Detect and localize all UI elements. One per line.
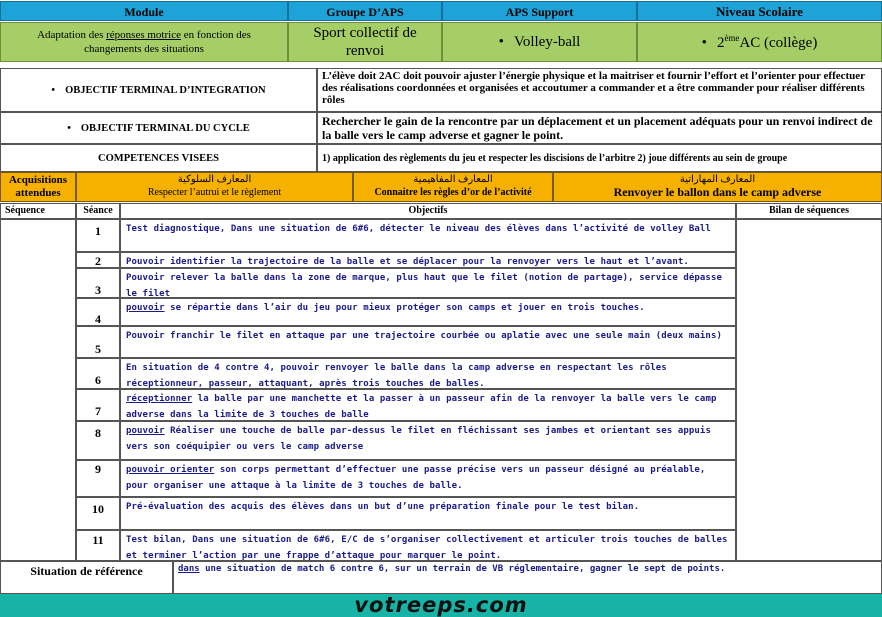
reference-label: Situation de référence [0, 561, 173, 594]
footer-banner [0, 594, 882, 617]
sequence-column [0, 219, 76, 561]
niveau-header: Niveau Scolaire [637, 1, 882, 21]
objectifs-header: Objectifs [120, 203, 736, 219]
session-number: 6 [76, 358, 120, 389]
session-number: 4 [76, 298, 120, 326]
aps-value-text: • Volley-ball [499, 34, 581, 51]
col3-french: Renvoyer le ballon dans le camp adverse [613, 185, 822, 199]
aps-value [442, 22, 637, 62]
niveau-value: • 2èmeAC (collège) [637, 22, 882, 62]
session-objective-text: Pouvoir franchir le filet en attaque par une trajectoire courbée ou aplatie avec une seule main (deux mains) [126, 331, 722, 341]
session-objective-text: se répartie dans l’air du jeu pour mieux protéger son camps et jouer en trois touches. [164, 303, 645, 313]
session-objective [120, 389, 736, 421]
acquisitions-col2 [353, 172, 553, 202]
session-objective-lead: pouvoir [126, 303, 165, 313]
cycle-label: • OBJECTIF TERMINAL DU CYCLE [0, 112, 317, 144]
watermark-text: votreeps.com [354, 593, 528, 617]
session-objective-text: Pouvoir identifier la trajectoire de la balle et se déplacer pour la renvoyer vers le haut et l’avant. [126, 257, 689, 267]
bilan-column [736, 219, 882, 561]
integration-label: • OBJECTIF TERMINAL D’INTEGRATION [0, 68, 317, 112]
session-objective [120, 219, 736, 252]
session-objective-text: Test bilan, Dans une situation de 6#6, E/C de s’organiser collectivement et articuler trois touches de balles et terminer l’action par une frappe d’attaque pour marquer le point. [126, 535, 728, 561]
module-header: Module [0, 1, 288, 21]
integration-text: L’élève doit 2AC doit pouvoir ajuster l’énergie physique et la maitriser et fournir l’effort et l’orienter pour effectuer des réalisations coordonnées et organisées et accoutumer a commander et a être commander pour réaliser différents rôles [317, 68, 882, 112]
cycle-text: Rechercher le gain de la rencontre par un déplacement et un placement adéquats pour un renvoi indirect de la balle vers le camp adverse et gagner le point. [317, 112, 882, 144]
session-objective-lead: réceptionner [126, 394, 193, 404]
reference-text: dans une situation de match 6 contre 6, sur un terrain de VB réglementaire, gagner le sept de points. [173, 561, 882, 594]
module-value: Adaptation des réponses motrice en fonction des changements des situations [0, 22, 288, 62]
session-objective [120, 298, 736, 326]
bilan-header: Bilan de séquences [736, 203, 882, 219]
col1-arabic: المعارف السلوكية [177, 174, 252, 185]
session-objective-text: la balle par une manchette et la passer à un passeur afin de la renvoyer la balle vers le camp adverse dans la limite de 3 touches de balle [126, 394, 717, 420]
session-objective [120, 460, 736, 497]
competences-label: COMPETENCES VISEES [0, 144, 317, 172]
aps-header: APS Support [442, 1, 637, 21]
session-objective-lead: pouvoir orienter [126, 465, 215, 475]
competences-text: 1) application des règlements du jeu et respecter les discisions de l’arbitre 2) joue différents au sein de groupe [317, 144, 882, 172]
session-number: 8 [76, 421, 120, 460]
groupe-header: Groupe D’APS [288, 1, 442, 21]
session-objective-text: En situation de 4 contre 4, pouvoir renvoyer le balle dans la camp adverse en respectant les rôles réceptionneur, passeur, attaquant, après trois touches de balles. [126, 363, 667, 389]
acquisitions-col3 [553, 172, 882, 202]
session-objective [120, 530, 736, 561]
groupe-value: Sport collectif de renvoi [288, 22, 442, 62]
session-objective [120, 268, 736, 298]
acquisitions-label: Acquisitions attendues [0, 172, 76, 202]
col2-french: Connaitre les règles d’or de l’activité [374, 187, 532, 198]
session-objective-text: son corps permettant d’effectuer une passe précise vers un passeur désigné au préalable, pour organiser une attaque à la limite de 3 touches de balle. [126, 465, 706, 491]
session-objective [120, 497, 736, 530]
session-number: 5 [76, 326, 120, 358]
session-number: 11 [76, 530, 120, 561]
session-objective-text: Pré-évaluation des acquis des élèves dans un but d’une préparation finale pour le test bilan. [126, 502, 640, 512]
session-number: 3 [76, 268, 120, 298]
col3-arabic: المعارف المهاراتية [679, 174, 756, 185]
session-objective [120, 326, 736, 358]
session-objective-lead: pouvoir [126, 426, 165, 436]
col2-arabic: المعارف المفاهيمية [413, 174, 493, 185]
session-number: 1 [76, 219, 120, 252]
session-objective-text: Test diagnostique, Dans une situation de 6#6, détecter le niveau des élèves dans l’activité de volley Ball [126, 224, 711, 234]
acquisitions-col1 [76, 172, 353, 202]
session-number: 7 [76, 389, 120, 421]
session-objective [120, 358, 736, 389]
session-number: 10 [76, 497, 120, 530]
session-objective [120, 421, 736, 460]
sequence-header: Séquence [0, 203, 76, 219]
session-objective-text: Réaliser une touche de balle par-dessus le filet en fléchissant ses jambes et orientant ses appuis vers son coéquipier ou vers le camp adverse [126, 426, 711, 452]
col1-french: Respecter l’autrui et le règlement [147, 187, 282, 198]
seance-header: Séance [76, 203, 120, 219]
session-number: 2 [76, 252, 120, 268]
session-number: 9 [76, 460, 120, 497]
session-objective-text: Pouvoir relever la balle dans la zone de marque, plus haut que le filet (notion de partage), service dépasse le filet [126, 273, 722, 299]
session-objective [120, 252, 736, 268]
